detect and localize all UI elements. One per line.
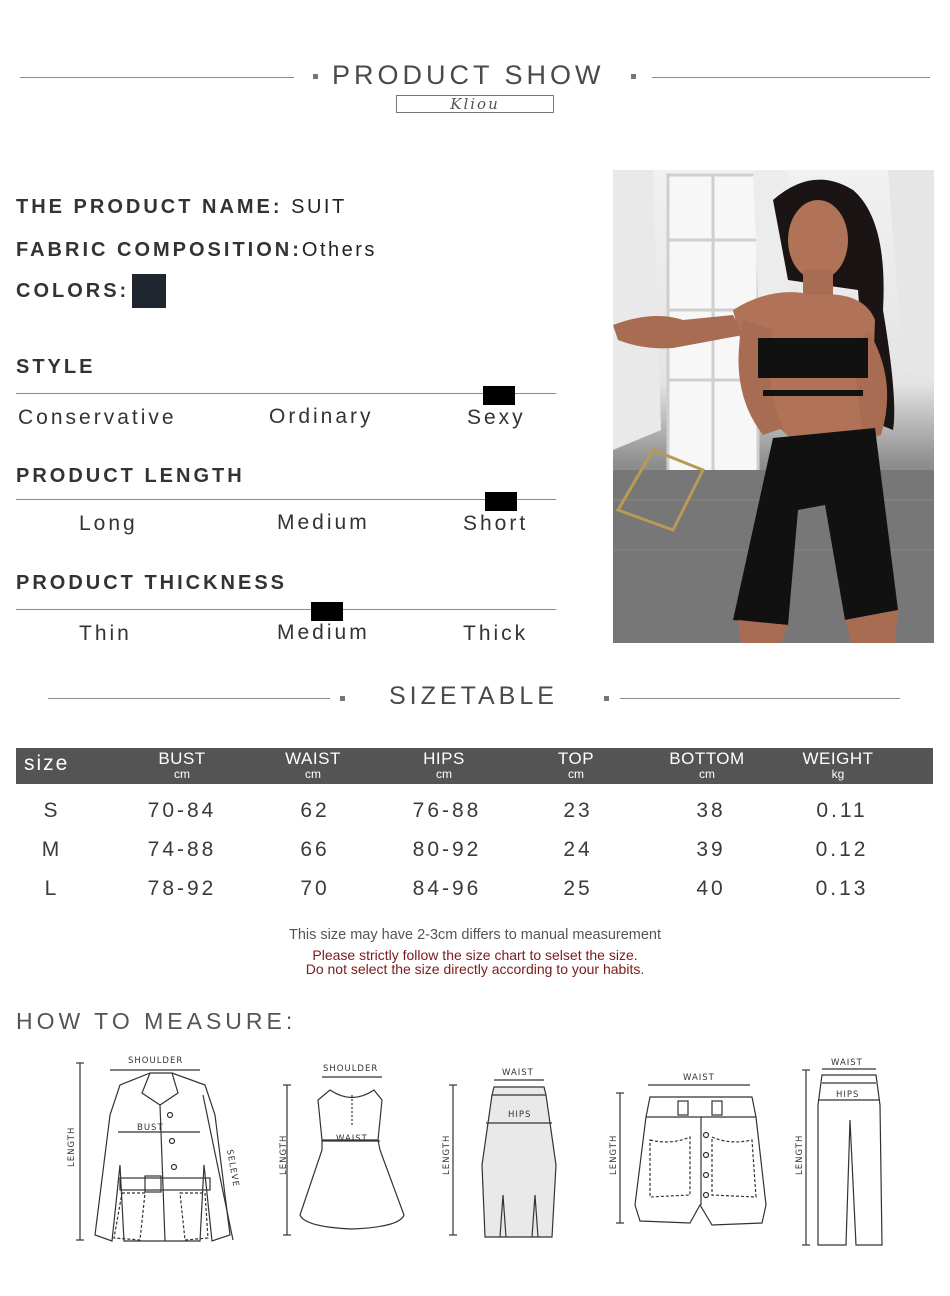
jacket-bust-label: BUST bbox=[137, 1123, 164, 1133]
measure-diagrams bbox=[0, 1045, 950, 1260]
model-illustration bbox=[613, 170, 934, 643]
size-table-header bbox=[16, 748, 933, 784]
cell-bottom: 38 bbox=[696, 799, 726, 822]
skirt-diagram-icon bbox=[449, 1080, 556, 1237]
length-label-short: Short bbox=[463, 512, 529, 535]
style-marker bbox=[483, 386, 515, 405]
cell-top: 23 bbox=[563, 799, 593, 822]
style-label-ordinary: Ordinary bbox=[269, 405, 374, 428]
length-scale-line bbox=[16, 499, 556, 500]
thickness-marker bbox=[311, 602, 343, 621]
col-hips: HIPS cm bbox=[423, 749, 465, 781]
jacket-shoulder-label: SHOULDER bbox=[128, 1056, 184, 1066]
pants-length-label: LENGTH bbox=[795, 1134, 805, 1175]
thickness-label-thin: Thin bbox=[79, 622, 132, 645]
header-line-right bbox=[652, 77, 930, 78]
cell-bottom: 39 bbox=[696, 838, 726, 861]
cell-hips: 84-96 bbox=[412, 877, 482, 900]
length-title: PRODUCT LENGTH bbox=[16, 465, 245, 487]
sizetable-title: SIZETABLE bbox=[389, 682, 558, 710]
thickness-scale-line bbox=[16, 609, 556, 610]
measure-title: HOW TO MEASURE: bbox=[16, 1008, 297, 1034]
cell-weight: 0.13 bbox=[815, 877, 869, 900]
cell-hips: 76-88 bbox=[412, 799, 482, 822]
jacket-sleeve-label: SELEVE bbox=[224, 1148, 241, 1189]
header-dot-left bbox=[313, 74, 318, 79]
cell-hips: 80-92 bbox=[412, 838, 482, 861]
length-label-medium: Medium bbox=[277, 511, 370, 534]
col-bust: BUST cm bbox=[158, 749, 206, 781]
header-line-left bbox=[20, 77, 294, 78]
col-waist: WAIST cm bbox=[285, 749, 341, 781]
size-note: This size may have 2-3cm differs to manual measurement bbox=[288, 927, 662, 943]
style-label-conservative: Conservative bbox=[18, 406, 177, 429]
sizetable-dot-right bbox=[604, 696, 609, 701]
length-label-long: Long bbox=[79, 512, 138, 535]
header-dot-right bbox=[631, 74, 636, 79]
thickness-label-medium: Medium bbox=[277, 621, 370, 644]
product-photo bbox=[613, 170, 934, 643]
sizetable-dot-left bbox=[340, 696, 345, 701]
style-title: STYLE bbox=[16, 356, 96, 378]
size-warning-line1: Please strictly follow the size chart to selset the size. bbox=[312, 947, 638, 963]
style-label-sexy: Sexy bbox=[467, 406, 526, 429]
thickness-title: PRODUCT THICKNESS bbox=[16, 572, 288, 594]
shorts-length-label: LENGTH bbox=[609, 1134, 619, 1175]
cell-top: 25 bbox=[563, 877, 593, 900]
skirt-waist-label: WAIST bbox=[502, 1068, 534, 1078]
shorts-waist-label: WAIST bbox=[683, 1073, 715, 1083]
cell-size: S bbox=[43, 799, 61, 822]
colors-row bbox=[16, 280, 129, 303]
color-swatch[interactable] bbox=[132, 274, 166, 308]
cell-waist: 66 bbox=[300, 838, 330, 861]
cell-weight: 0.11 bbox=[816, 799, 868, 822]
col-weight: WEIGHT kg bbox=[802, 749, 874, 781]
col-size: size bbox=[24, 752, 70, 775]
cell-bust: 78-92 bbox=[147, 877, 217, 900]
dress-length-label: LENGTH bbox=[279, 1134, 289, 1175]
dress-shoulder-label: SHOULDER bbox=[323, 1064, 379, 1074]
page-title: PRODUCT SHOW bbox=[332, 60, 605, 90]
shorts-diagram-icon bbox=[616, 1085, 766, 1225]
length-marker bbox=[485, 492, 517, 511]
colors-label: COLORS: bbox=[16, 280, 130, 302]
jacket-diagram-icon bbox=[76, 1063, 233, 1241]
cell-top: 24 bbox=[563, 838, 593, 861]
cell-waist: 62 bbox=[300, 799, 330, 822]
cell-bust: 74-88 bbox=[147, 838, 217, 861]
brand-name: Kliou bbox=[396, 95, 554, 113]
size-warning-line2: Do not select the size directly according to your habits. bbox=[305, 961, 645, 977]
col-top: TOP cm bbox=[557, 749, 595, 781]
skirt-length-label: LENGTH bbox=[442, 1134, 452, 1175]
fabric-value: Others bbox=[301, 239, 377, 261]
cell-size: M bbox=[41, 838, 63, 861]
dress-waist-label: WAIST bbox=[336, 1134, 368, 1144]
sizetable-line-right bbox=[620, 698, 900, 699]
product-name-row bbox=[16, 196, 347, 219]
pants-waist-label: WAIST bbox=[831, 1058, 863, 1068]
sizetable-line-left bbox=[48, 698, 330, 699]
cell-bottom: 40 bbox=[696, 877, 726, 900]
cell-waist: 70 bbox=[300, 877, 330, 900]
col-bottom: BOTTOM cm bbox=[669, 749, 745, 781]
fabric-row bbox=[16, 239, 377, 262]
fabric-label: FABRIC COMPOSITION: bbox=[16, 239, 302, 261]
jacket-length-label: LENGTH bbox=[67, 1126, 77, 1167]
dress-diagram-icon bbox=[283, 1077, 404, 1235]
style-scale-line bbox=[16, 393, 556, 394]
skirt-hips-label: HIPS bbox=[508, 1110, 532, 1120]
product-name-value: SUIT bbox=[291, 196, 347, 218]
product-name-label: THE PRODUCT NAME: bbox=[16, 196, 283, 218]
cell-weight: 0.12 bbox=[815, 838, 869, 861]
thickness-label-thick: Thick bbox=[463, 622, 529, 645]
pants-hips-label: HIPS bbox=[836, 1090, 860, 1100]
cell-bust: 70-84 bbox=[147, 799, 217, 822]
cell-size: L bbox=[44, 877, 60, 900]
